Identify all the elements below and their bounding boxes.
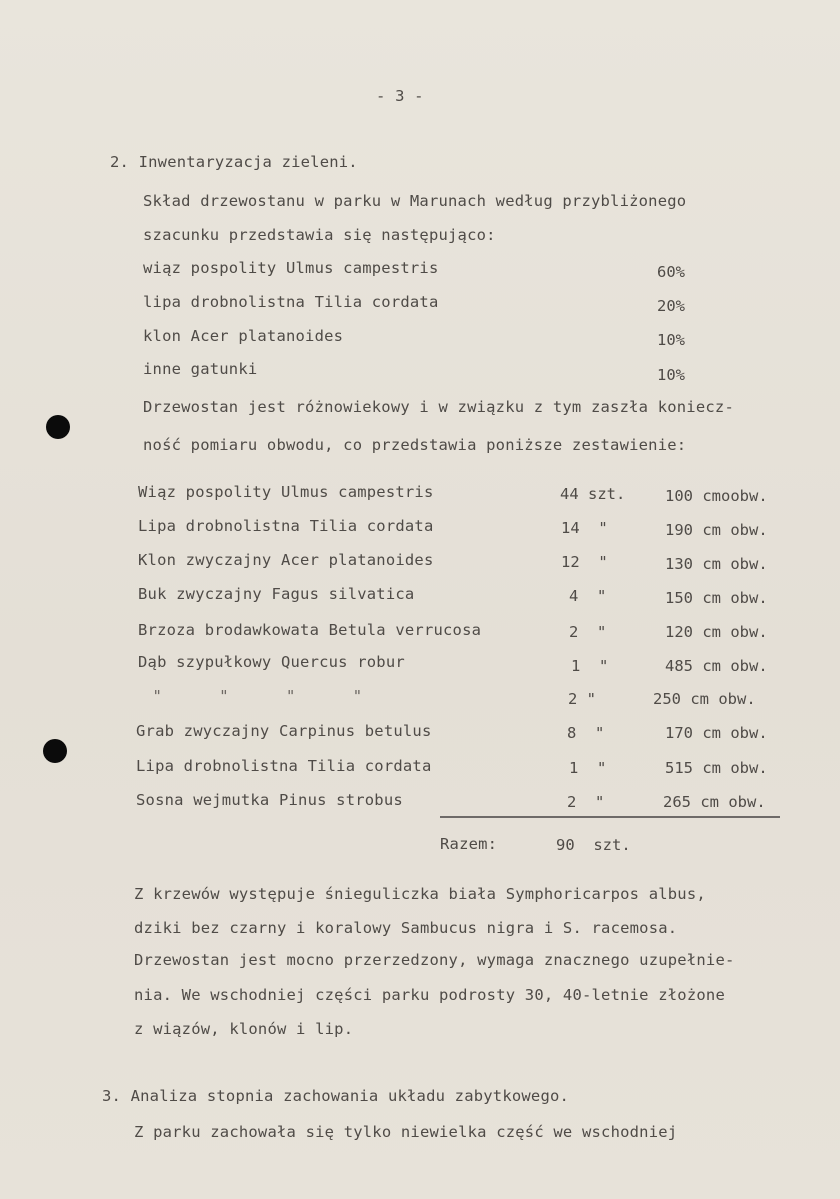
shrubs-line-1: Z krzewów występuje śnieguliczka biała Symphoricarpos albus, [134, 885, 706, 903]
tree-name: Lipa drobnolistna Tilia cordata [136, 757, 432, 775]
total-label: Razem: [440, 835, 498, 853]
tree-circumference: 170 cm obw. [665, 724, 768, 742]
composition-percent: 10% [657, 366, 685, 384]
tree-name: Klon zwyczajny Acer platanoides [138, 551, 434, 569]
tree-circumference: 265 cm obw. [663, 793, 766, 811]
tree-name: Buk zwyczajny Fagus silvatica [138, 585, 415, 603]
composition-name: klon Acer platanoides [143, 327, 344, 345]
composition-percent: 20% [657, 297, 685, 315]
tree-circumference: 120 cm obw. [665, 623, 768, 641]
tree-count: 8 " [567, 724, 605, 742]
punch-hole-bottom [43, 739, 67, 763]
total-underline [440, 816, 780, 818]
tree-circumference: 515 cm obw. [665, 759, 768, 777]
tree-name: Wiąz pospolity Ulmus campestris [138, 483, 434, 501]
shrubs-line-2: dziki bez czarny i koralowy Sambucus nigra i S. racemosa. [134, 919, 678, 937]
tree-count: 2 " [569, 623, 607, 641]
shrubs-line-5: z wiązów, klonów i lip. [134, 1020, 354, 1038]
tree-count: 1 " [571, 657, 609, 675]
tree-name-ditto: " " " " [143, 687, 363, 705]
section-3-heading: 3. Analiza stopnia zachowania układu zabytkowego. [102, 1087, 570, 1105]
measure-line-2: ność pomiaru obwodu, co przedstawia poniższe zestawienie: [143, 436, 687, 454]
tree-name: Lipa drobnolistna Tilia cordata [138, 517, 434, 535]
composition-name: inne gatunki [143, 360, 258, 378]
tree-circumference: 190 cm obw. [665, 521, 768, 539]
tree-name: Brzoza brodawkowata Betula verrucosa [138, 621, 482, 639]
tree-count: 14 " [561, 519, 608, 537]
measure-line-1: Drzewostan jest różnowiekowy i w związku z tym zaszła koniecz- [143, 398, 734, 416]
composition-percent: 60% [657, 263, 685, 281]
tree-circumference: 150 cm obw. [665, 589, 768, 607]
tree-count: 12 " [561, 553, 608, 571]
section-2-heading: 2. Inwentaryzacja zieleni. [110, 153, 358, 171]
tree-count: 2 " [568, 690, 596, 708]
shrubs-line-3: Drzewostan jest mocno przerzedzony, wymaga znacznego uzupełnie- [134, 951, 735, 969]
page-number: - 3 - [376, 87, 424, 105]
tree-count: 2 " [567, 793, 605, 811]
tree-count: 4 " [569, 587, 607, 605]
tree-circumference: 130 cm obw. [665, 555, 768, 573]
shrubs-line-4: nia. We wschodniej części parku podrosty 30, 40-letnie złożone [134, 986, 725, 1004]
section-3-line-1: Z parku zachowała się tylko niewielka część we wschodniej [134, 1123, 678, 1141]
tree-count: 44 szt. [560, 485, 626, 503]
tree-circumference: 100 cmoobw. [665, 487, 768, 505]
composition-name: lipa drobnolistna Tilia cordata [143, 293, 439, 311]
composition-name: wiąz pospolity Ulmus campestris [143, 259, 439, 277]
total-value: 90 szt. [556, 836, 631, 854]
intro-line-1: Skład drzewostanu w parku w Marunach według przybliżonego [143, 192, 687, 210]
composition-percent: 10% [657, 331, 685, 349]
punch-hole-top [46, 415, 70, 439]
tree-name: Grab zwyczajny Carpinus betulus [136, 722, 432, 740]
tree-count: 1 " [569, 759, 607, 777]
tree-name: Sosna wejmutka Pinus strobus [136, 791, 403, 809]
tree-name: Dąb szypułkowy Quercus robur [138, 653, 405, 671]
tree-circumference: 250 cm obw. [653, 690, 756, 708]
intro-line-2: szacunku przedstawia się następująco: [143, 226, 496, 244]
tree-circumference: 485 cm obw. [665, 657, 768, 675]
